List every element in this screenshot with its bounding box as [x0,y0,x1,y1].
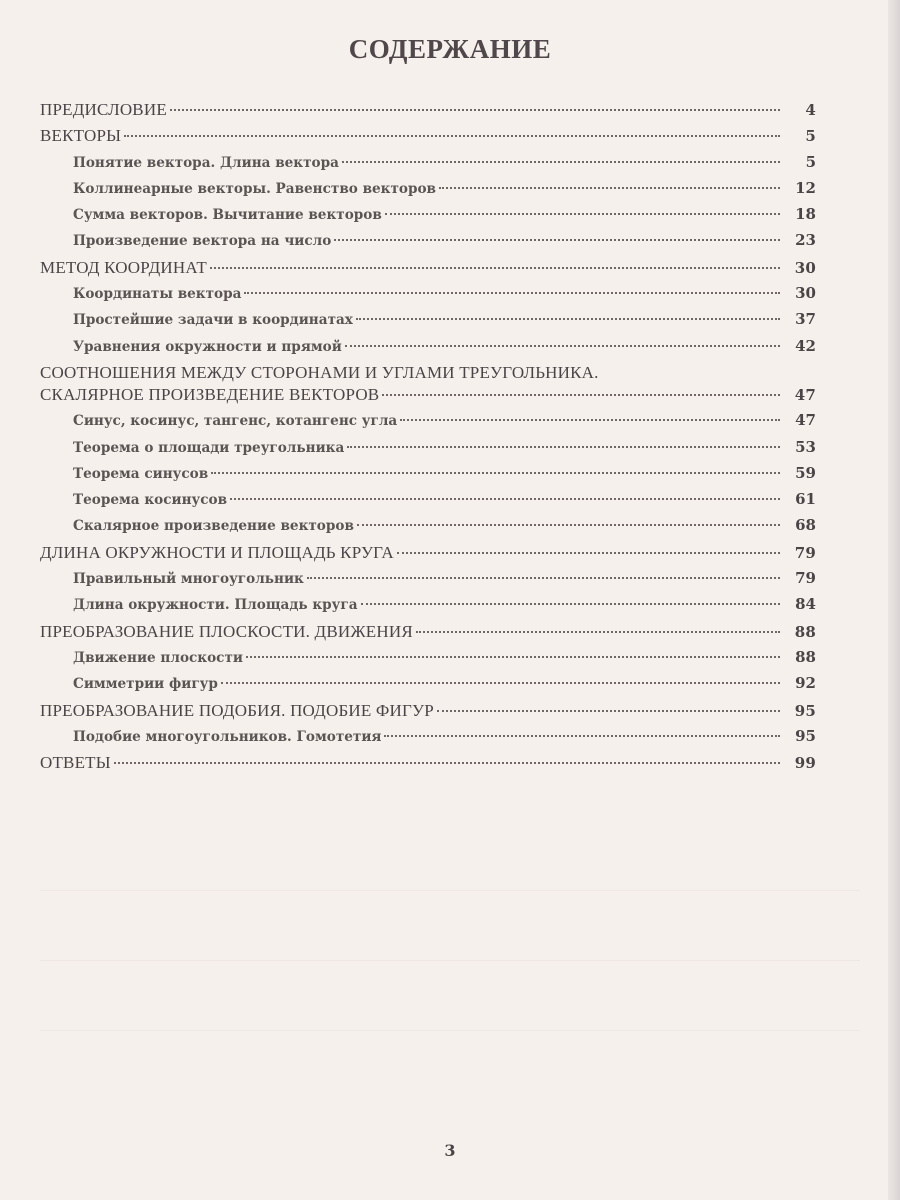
toc-entry-page: 88 [795,647,816,666]
toc-subentry[interactable] [40,648,816,674]
toc-entry-label: ДЛИНА ОКРУЖНОСТИ И ПЛОЩАДЬ КРУГА [40,542,394,562]
toc-entry-vectors[interactable] [40,126,816,152]
toc-entry-page: 95 [795,726,816,745]
dot-leader [230,498,780,500]
toc-entry-label: МЕТОД КООРДИНАТ [40,257,207,277]
toc-entry-circle[interactable] [40,543,816,569]
toc-entry-page: 47 [795,411,816,430]
toc-subentry[interactable] [40,310,816,336]
dot-leader [246,656,780,658]
paper-texture-line [40,1030,860,1031]
dot-leader [397,552,780,554]
toc-subentry[interactable] [40,153,816,179]
toc-entry-page: 18 [795,205,816,224]
toc-entry-plane-transformation[interactable] [40,622,816,648]
toc-entry-label-line1: СООТНОШЕНИЯ МЕЖДУ СТОРОНАМИ И УГЛАМИ ТРЕУГОЛЬНИКА. [40,362,599,382]
toc-entry-label: Сумма векторов. Вычитание векторов [73,207,382,224]
dot-leader [357,524,780,526]
page-edge-shadow [888,0,900,1200]
dot-leader [385,213,780,215]
toc-subentry[interactable] [40,337,816,363]
paper-texture-line [40,960,860,961]
toc-subentry[interactable] [40,674,816,700]
toc-subentry[interactable] [40,231,816,257]
toc-entry-page: 4 [805,101,816,119]
toc-entry-label: ПРЕДИСЛОВИЕ [40,100,167,119]
toc-entry-answers[interactable] [40,753,816,779]
toc-entry-label: Понятие вектора. Длина вектора [73,154,339,171]
dot-leader [437,710,780,712]
dot-leader [342,161,780,163]
toc-entry-label: Координаты вектора [73,286,242,303]
toc-subentry[interactable] [40,490,816,516]
toc-subentry[interactable] [40,438,816,464]
dot-leader [244,292,780,294]
dot-leader [170,109,780,111]
toc-entry-page: 92 [795,674,816,693]
toc-entry-page: 59 [795,463,816,482]
toc-entry-triangle-relations[interactable] [40,385,816,411]
dot-leader [210,267,780,269]
toc-entry-page: 88 [794,622,816,641]
toc-subentry[interactable] [40,179,816,205]
toc-subentry[interactable] [40,284,816,310]
dot-leader [221,682,780,684]
toc-entry-label: Теорема косинусов [73,492,228,509]
dot-leader [384,735,780,737]
toc-entry-page: 5 [805,152,816,171]
dot-leader [345,345,780,347]
toc-entry-label: ВЕКТОРЫ [40,126,122,146]
toc-entry-preface[interactable] [40,100,816,126]
toc-entry-label: ПРЕОБРАЗОВАНИЕ ПОДОБИЯ. ПОДОБИЕ ФИГУР [40,700,434,720]
toc-entry-page: 37 [795,310,816,329]
toc-entry-triangle-relations-line1[interactable] [40,363,816,385]
toc-entry-label: Теорема синусов [73,465,209,482]
dot-leader [114,762,780,764]
toc-entry-page: 95 [794,701,816,720]
toc-entry-label: Правильный многоугольник [73,571,304,588]
toc-entry-label: Скалярное произведение векторов [73,518,354,535]
toc-entry-page: 30 [795,284,816,303]
table-of-contents [40,100,816,779]
toc-entry-page: 5 [805,127,816,146]
toc-entry-page: 68 [795,516,816,535]
dot-leader [124,135,780,137]
toc-entry-label: Уравнения окружности и прямой [73,338,342,355]
toc-entry-similarity[interactable] [40,701,816,727]
toc-entry-page: 30 [794,258,816,277]
toc-subentry[interactable] [40,569,816,595]
toc-entry-label: Длина окружности. Площадь круга [73,597,358,614]
toc-entry-page: 99 [794,754,816,773]
paper-texture-line [40,890,860,891]
toc-entry-page: 61 [795,490,816,509]
toc-entry-page: 47 [794,385,816,404]
toc-entry-label: Коллинеарные векторы. Равенство векторов [73,180,436,197]
toc-subentry[interactable] [40,205,816,231]
toc-entry-label: СКАЛЯРНОЕ ПРОИЗВЕДЕНИЕ ВЕКТОРОВ [40,384,380,404]
toc-entry-page: 42 [795,336,816,355]
toc-subentry[interactable] [40,595,816,621]
toc-entry-label: Синус, косинус, тангенс, котангенс угла [73,413,398,430]
dot-leader [416,631,780,633]
dot-leader [439,187,780,189]
toc-entry-page: 79 [795,569,816,588]
toc-entry-label: Симметрии фигур [73,676,218,693]
toc-entry-label: Произведение вектора на число [73,233,332,250]
toc-entry-page: 79 [794,543,816,562]
page-number: 3 [444,1141,456,1160]
toc-entry-page: 53 [795,437,816,456]
toc-entry-label: Простейшие задачи в координатах [73,312,353,329]
toc-entry-page: 12 [795,178,816,197]
toc-entry-label: Движение плоскости [73,649,243,666]
toc-entry-label: Теорема о площади треугольника [73,439,345,456]
toc-subentry[interactable] [40,516,816,542]
toc-entry-page: 23 [795,231,816,250]
toc-subentry[interactable] [40,464,816,490]
toc-entry-label: ПРЕОБРАЗОВАНИЕ ПЛОСКОСТИ. ДВИЖЕНИЯ [40,621,413,641]
toc-entry-label: Подобие многоугольников. Гомотетия [73,728,382,745]
dot-leader [382,394,780,396]
toc-subentry[interactable] [40,411,816,437]
dot-leader [400,419,780,421]
dot-leader [347,446,780,448]
toc-entry-page: 84 [795,595,816,614]
toc-entry-label: ОТВЕТЫ [40,753,111,773]
toc-entry-coordinate-method[interactable] [40,258,816,284]
dot-leader [211,472,780,474]
dot-leader [356,318,780,320]
dot-leader [334,239,780,241]
toc-subentry[interactable] [40,727,816,753]
dot-leader [361,603,780,605]
dot-leader [307,577,780,579]
page-title: СОДЕРЖАНИЕ [348,34,552,64]
